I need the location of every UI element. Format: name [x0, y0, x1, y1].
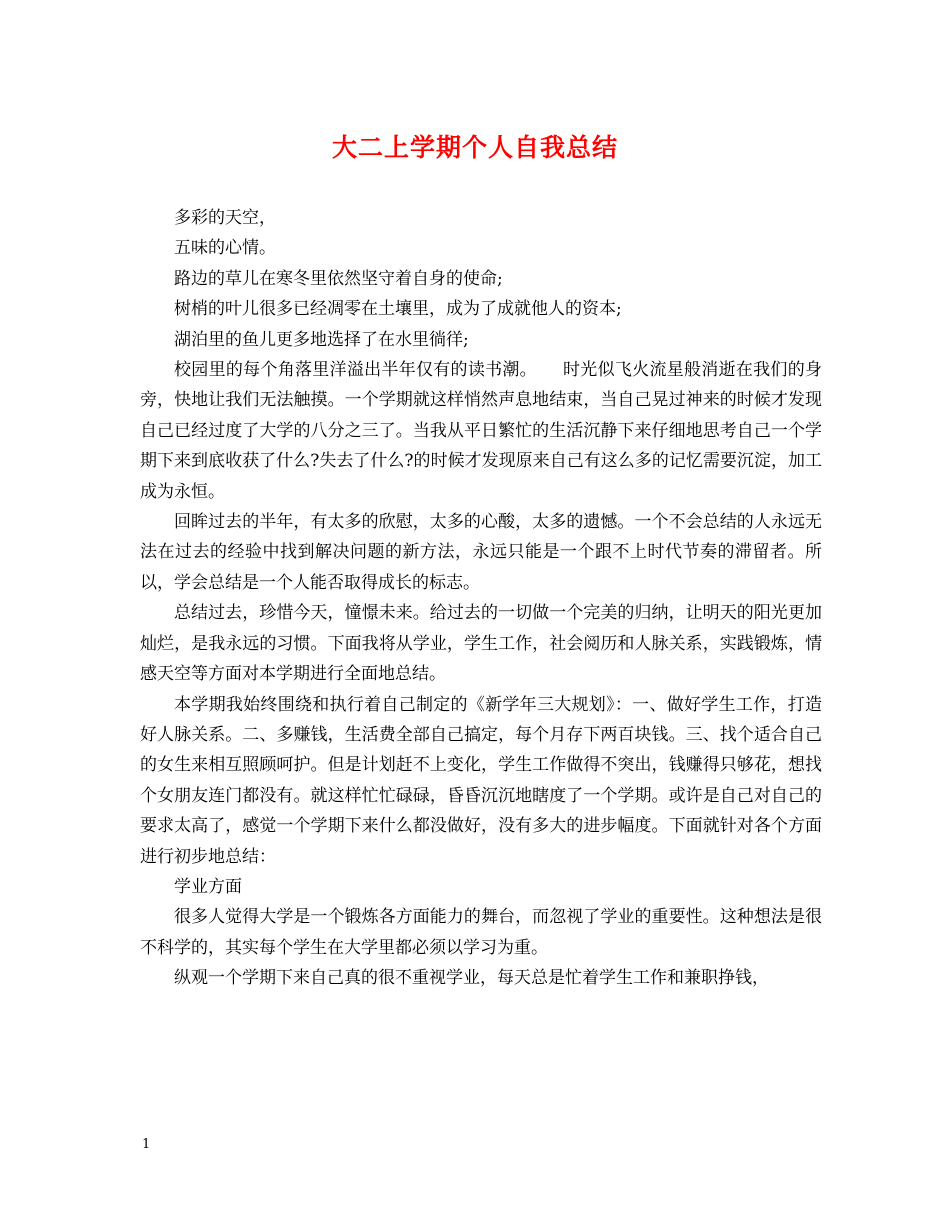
paragraph-5: 湖泊里的鱼儿更多地选择了在水里徜徉; — [174, 329, 469, 350]
paragraph-9: 本学期我始终围绕和执行着自己制定的《新学年三大规划》：一、做好学生工作，打造好人脉关系。二、多赚钱，生活费全部自己搞定，每个月存下两百块钱。三、找个适合自己的女生来相互照顾呵护。但是计划赶不上变化，学生工作做得不突出，钱赚得只够花，想找个女朋友连门都没有。就这样忙忙碌碌，昏昏沉沉地瞎度了一个学期。或许是自己对自己的要求太高了，感觉一个学期下来什么都没做好，没有多大的进步幅度。下面就针对各个方面进行初步地总结： — [140, 694, 822, 867]
paragraph-3: 路边的草儿在寒冬里依然坚守着自身的使命; — [174, 268, 503, 289]
paragraph-2: 五味的心情。 — [174, 238, 276, 259]
paragraph-12: 纵观一个学期下来自己真的很不重视学业，每天总是忙着学生工作和兼职挣钱， — [174, 968, 769, 989]
paragraph-1: 多彩的天空， — [174, 208, 276, 228]
paragraph-8: 总结过去，珍惜今天，憧憬未来。给过去的一切做一个完美的归纳，让明天的阳光更加灿烂，是我永远的习惯。下面我将从学业，学生工作，社会阅历和人脉关系，实践锻炼，情感天空等方面对本学期进行全面地总结。 — [140, 603, 822, 685]
page-number: 1 — [142, 1137, 151, 1152]
document-body — [140, 203, 822, 994]
section-heading-academics: 学业方面 — [174, 876, 242, 897]
paragraph-11: 很多人觉得大学是一个锻炼各方面能力的舞台，而忽视了学业的重要性。这种想法是很不科学的，其实每个学生在大学里都必须以学习为重。 — [140, 907, 822, 958]
paragraph-7: 回眸过去的半年，有太多的欣慰，太多的心酸，太多的遗憾。一个不会总结的人永远无法在过去的经验中找到解决问题的新方法，永远只能是一个跟不上时代节奏的滞留者。所以，学会总结是一个人能否取得成长的标志。 — [140, 512, 822, 593]
paragraph-4: 树梢的叶儿很多已经凋零在土壤里，成为了成就他人的资本; — [174, 299, 622, 320]
document-title: 大二上学期个人自我总结 — [331, 133, 618, 162]
paragraph-6: 校园里的每个角落里洋溢出半年仅有的读书潮。 时光似飞火流星般消逝在我们的身旁，快地让我们无法触摸。一个学期就这样悄然声息地结束，当自己晃过神来的时候才发现自己已经过度了大学的八分之三了。当我从平日繁忙的生活沉静下来仔细地思考自己一个学期下来到底收获了什么?失去了什么?的时候才发现原来自己有这么多的记忆需要沉淀，加工成为永恒。 — [140, 360, 822, 502]
